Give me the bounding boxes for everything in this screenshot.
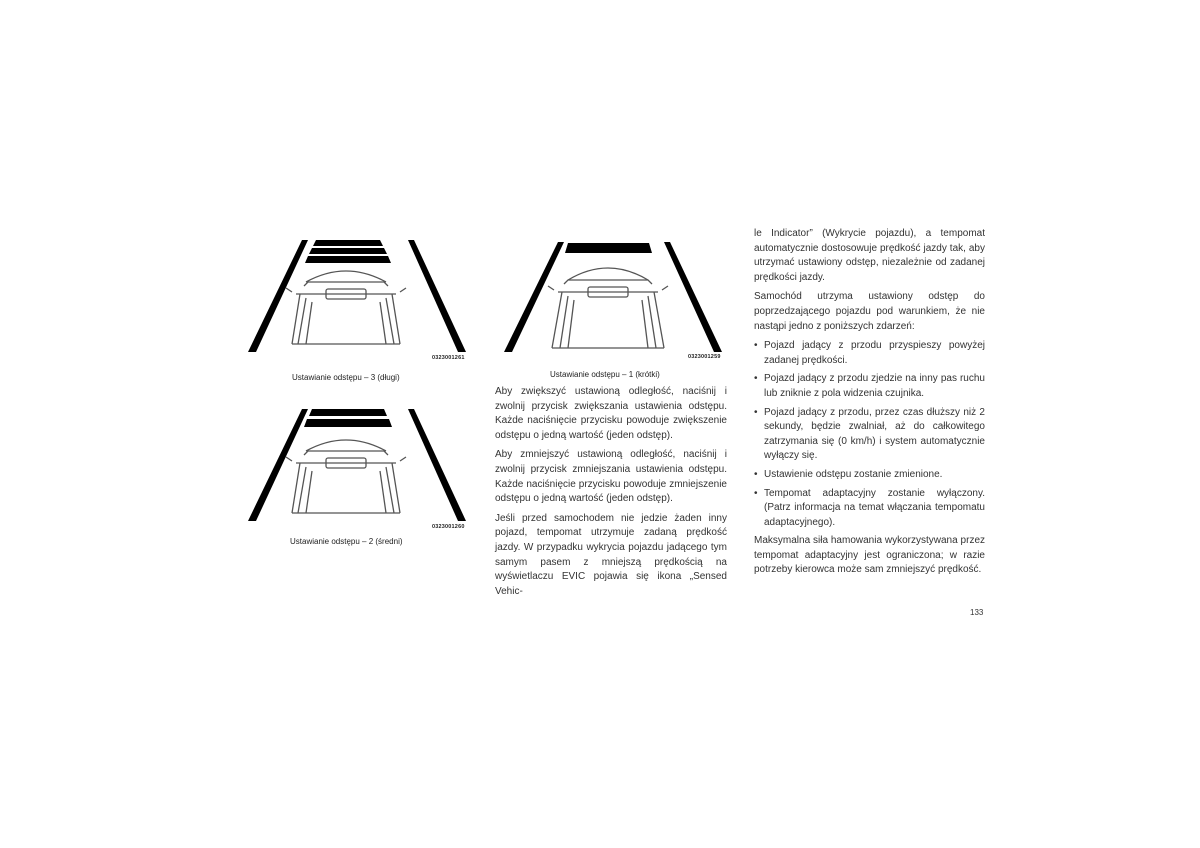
figure-code: 0323001261 bbox=[432, 355, 465, 361]
gap-bar bbox=[305, 256, 391, 263]
gap-bar bbox=[304, 419, 392, 427]
figure-code: 0323001260 bbox=[432, 524, 465, 530]
text-column-right bbox=[754, 227, 985, 583]
list-item: • Ustawienie odstępu zostanie zmienione. bbox=[754, 468, 985, 483]
car-distance-illustration-2 bbox=[246, 405, 470, 521]
figure-caption: Ustawianie odstępu – 2 (średni) bbox=[290, 537, 403, 546]
gap-bar bbox=[313, 240, 383, 246]
figure-gap-2 bbox=[246, 405, 470, 530]
figure-code: 0323001259 bbox=[688, 354, 721, 360]
list-item: • Pojazd jadący z przodu, przez czas dłuższy niż 2 sekundy, będzie zwalniał, aż do całkowitego zatrzymania się (0 km/h) i system automatycznie wyłączy się. bbox=[754, 406, 985, 464]
gap-bar bbox=[565, 243, 652, 253]
list-item: • Pojazd jadący z przodu przyspieszy powyżej zadanej prędkości. bbox=[754, 339, 985, 368]
figure-caption: Ustawianie odstępu – 1 (krótki) bbox=[550, 370, 660, 379]
paragraph-conditions: Samochód utrzyma ustawiony odstęp do poprzedzającego pojazdu pod warunkiem, że nie nastąpi jedno z poniższych zdarzeń: bbox=[754, 291, 985, 332]
car-distance-illustration-1 bbox=[502, 240, 726, 352]
gap-bar bbox=[309, 409, 387, 416]
gap-bar bbox=[309, 248, 387, 254]
paragraph-max-braking: Maksymalna siła hamowania wykorzystywana przez tempomat adaptacyjny jest ograniczona; w razie potrzeby kierowca może sam zmniejszyć prędkość. bbox=[754, 535, 985, 576]
page-number: 133 bbox=[970, 608, 984, 617]
figure-gap-3 bbox=[246, 236, 470, 361]
paragraph-sensed-vehicle: le Indicator” (Wykrycie pojazdu), a tempomat automatycznie dostosowuje prędkość jazdy tak, aby utrzymać ustawiony odstęp, niezależnie od zadanej prędkości jazdy. bbox=[754, 228, 985, 283]
car-distance-illustration-3 bbox=[246, 236, 470, 352]
figure-caption: Ustawianie odstępu – 3 (długi) bbox=[292, 373, 400, 382]
conditions-list bbox=[754, 339, 985, 530]
list-item: • Tempomat adaptacyjny zostanie wyłączony. (Patrz informacja na temat włączania tempomatu adaptacyjnego). bbox=[754, 487, 985, 531]
paragraph-vehicle-detected: Jeśli przed samochodem nie jedzie żaden inny pojazd, tempomat utrzymuje zadaną prędkość jazdy. W przypadku wykrycia pojazdu jadącego tym samym pasem z mniejszą prędkością na wyświetlaczu EVIC pojawia się ikona „Sensed Vehic- bbox=[495, 512, 727, 597]
paragraph-decrease-gap: Aby zmniejszyć ustawioną odległość, naciśnij i zwolnij przycisk zmniejszania ustawienia odstępu. Każde naciśnięcie przycisku powoduje zmniejszenie odstępu o jedną wartość (jeden odstęp). bbox=[495, 449, 727, 505]
text-column-middle bbox=[495, 385, 727, 604]
list-item: • Pojazd jadący z przodu zjedzie na inny pas ruchu lub zniknie z pola widzenia czujnika. bbox=[754, 372, 985, 401]
figure-gap-1 bbox=[502, 240, 726, 360]
paragraph-increase-gap: Aby zwiększyć ustawioną odległość, naciśnij i zwolnij przycisk zwiększania ustawienia odstępu. Każde naciśnięcie przycisku powoduje zwiększenie odstępu o jedną wartość (jeden odstęp). bbox=[495, 386, 727, 441]
